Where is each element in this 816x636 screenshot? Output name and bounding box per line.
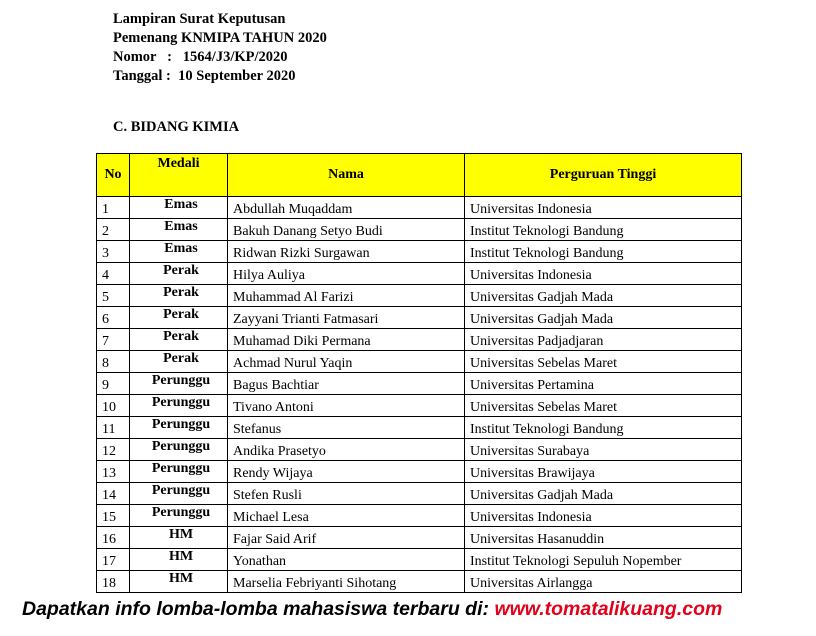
row-number: 9 [97,373,130,395]
medal-cell: Emas [130,241,228,263]
university-cell: Universitas Airlangga [465,571,742,593]
name-cell: Andika Prasetyo [228,439,465,461]
medal-cell: Emas [130,219,228,241]
medal-cell: Perunggu [130,505,228,527]
name-cell: Marselia Febriyanti Sihotang [228,571,465,593]
name-cell: Muhamad Diki Permana [228,329,465,351]
university-cell: Universitas Hasanuddin [465,527,742,549]
medal-cell: Perunggu [130,439,228,461]
name-cell: Rendy Wijaya [228,461,465,483]
university-cell: Universitas Indonesia [465,197,742,219]
name-cell: Stefen Rusli [228,483,465,505]
row-number: 7 [97,329,130,351]
footer-promo [22,598,722,621]
medal-cell: Perak [130,285,228,307]
name-cell: Yonathan [228,549,465,571]
university-cell: Universitas Brawijaya [465,461,742,483]
name-cell: Ridwan Rizki Surgawan [228,241,465,263]
section-title: C. BIDANG KIMIA [113,119,240,135]
university-cell: Universitas Pertamina [465,373,742,395]
footer-url-link[interactable]: www.tomatalikuang.com [494,598,723,620]
university-cell: Universitas Gadjah Mada [465,483,742,505]
name-cell: Fajar Said Arif [228,527,465,549]
university-cell: Institut Teknologi Bandung [465,417,742,439]
table-row [97,219,742,241]
row-number: 5 [97,285,130,307]
row-number: 3 [97,241,130,263]
university-cell: Institut Teknologi Bandung [465,219,742,241]
row-number: 18 [97,571,130,593]
medal-cell: Perak [130,351,228,373]
medal-cell: Perak [130,307,228,329]
name-cell: Tivano Antoni [228,395,465,417]
row-number: 11 [97,417,130,439]
table-row [97,285,742,307]
column-header-name: Nama [228,154,465,197]
row-number: 16 [97,527,130,549]
header-winner-line: Pemenang KNMIPA TAHUN 2020 [113,30,327,46]
results-table [96,153,742,593]
medal-cell: Perunggu [130,483,228,505]
university-cell: Universitas Surabaya [465,439,742,461]
university-cell: Institut Teknologi Bandung [465,241,742,263]
table-row [97,395,742,417]
table-header-row [97,154,742,197]
table-row [97,263,742,285]
name-cell: Michael Lesa [228,505,465,527]
table-row [97,197,742,219]
medal-cell: Perunggu [130,417,228,439]
row-number: 17 [97,549,130,571]
row-number: 4 [97,263,130,285]
table-row [97,307,742,329]
name-cell: Hilya Auliya [228,263,465,285]
name-cell: Abdullah Muqaddam [228,197,465,219]
university-cell: Universitas Indonesia [465,505,742,527]
name-cell: Achmad Nurul Yaqin [228,351,465,373]
table-row [97,549,742,571]
table-row [97,571,742,593]
column-header-no: No [97,154,130,197]
medal-cell: HM [130,571,228,593]
table-row [97,373,742,395]
medal-cell: Perak [130,263,228,285]
medal-cell: Perak [130,329,228,351]
row-number: 15 [97,505,130,527]
footer-text: Dapatkan info lomba-lomba mahasiswa terbaru di: [22,598,495,620]
university-cell: Universitas Gadjah Mada [465,285,742,307]
table-row [97,483,742,505]
column-header-medal: Medali [130,154,228,197]
name-cell: Bagus Bachtiar [228,373,465,395]
row-number: 12 [97,439,130,461]
name-cell: Zayyani Trianti Fatmasari [228,307,465,329]
medal-cell: HM [130,527,228,549]
table-body [97,197,742,593]
name-cell: Muhammad Al Farizi [228,285,465,307]
table-row [97,439,742,461]
table-row [97,329,742,351]
university-cell: Universitas Indonesia [465,263,742,285]
row-number: 2 [97,219,130,241]
row-number: 6 [97,307,130,329]
university-cell: Universitas Gadjah Mada [465,307,742,329]
document-header [113,10,327,86]
column-header-university: Perguruan Tinggi [465,154,742,197]
name-cell: Stefanus [228,417,465,439]
table-row [97,527,742,549]
table-row [97,505,742,527]
row-number: 14 [97,483,130,505]
row-number: 10 [97,395,130,417]
table-row [97,241,742,263]
medal-cell: Emas [130,197,228,219]
medal-cell: HM [130,549,228,571]
header-number-line: Nomor : 1564/J3/KP/2020 [113,49,288,65]
header-attachment-line: Lampiran Surat Keputusan [113,11,286,27]
university-cell: Universitas Padjadjaran [465,329,742,351]
table-row [97,417,742,439]
row-number: 1 [97,197,130,219]
row-number: 13 [97,461,130,483]
medal-cell: Perunggu [130,373,228,395]
name-cell: Bakuh Danang Setyo Budi [228,219,465,241]
table-row [97,461,742,483]
medal-cell: Perunggu [130,461,228,483]
row-number: 8 [97,351,130,373]
university-cell: Universitas Sebelas Maret [465,395,742,417]
table-row [97,351,742,373]
university-cell: Institut Teknologi Sepuluh Nopember [465,549,742,571]
university-cell: Universitas Sebelas Maret [465,351,742,373]
header-date-line: Tanggal : 10 September 2020 [113,68,296,84]
medal-cell: Perunggu [130,395,228,417]
